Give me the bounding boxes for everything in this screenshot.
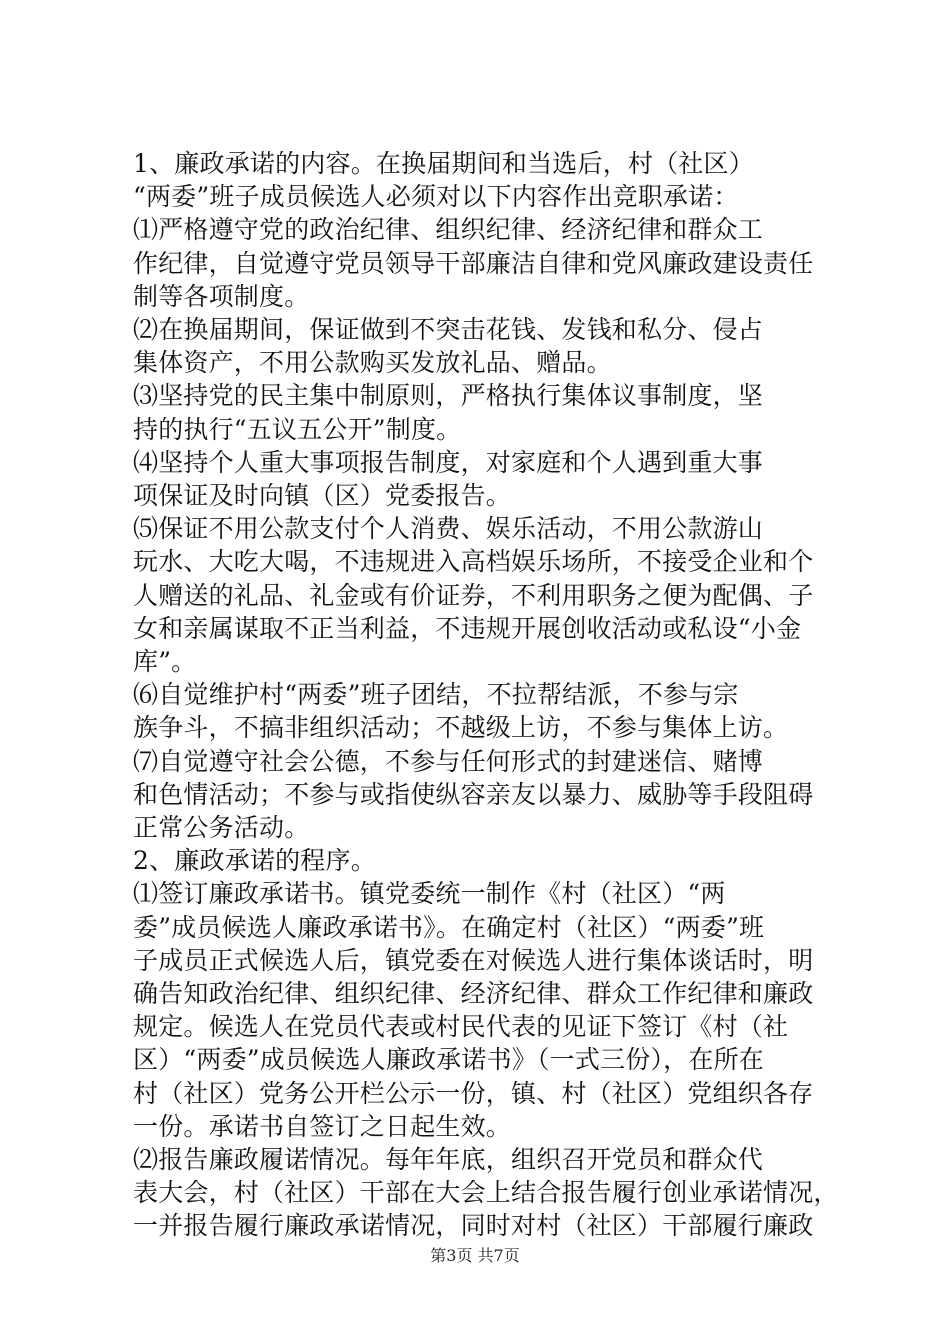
text-line: 表大会，村（社区）干部在大会上结合报告履行创业承诺情况， [133, 1178, 839, 1207]
text-line: ⑴严格遵守党的政治纪律、组织纪律、经济纪律和群众工 [133, 215, 764, 244]
text-line: 子成员正式候选人后，镇党委在对候选人进行集体谈话时，明 [133, 946, 814, 975]
text-line: 区）“两委”成员候选人廉政承诺书》（一式三份），在所在 [133, 1045, 764, 1074]
text-line: ⑵报告廉政履诺情况。每年年底，组织召开党员和群众代 [133, 1145, 764, 1174]
text-line: ⑴签订廉政承诺书。镇党委统一制作《村（社区）“两 [133, 879, 726, 908]
text-line: 项保证及时向镇（区）党委报告。 [133, 481, 512, 510]
text-line: 一份。承诺书自签订之日起生效。 [133, 1112, 512, 1141]
text-line: ⑶坚持党的民主集中制原则，严格执行集体议事制度，坚 [133, 381, 764, 410]
text-line: 规定。候选人在党员代表或村民代表的见证下签订《村（社 [133, 1012, 789, 1041]
text-line: 人赠送的礼品、礼金或有价证券，不利用职务之便为配偶、子 [133, 581, 814, 610]
text-line: 正常公务活动。 [133, 813, 310, 842]
text-line: 女和亲属谋取不正当利益，不违规开展创收活动或私设“小金 [133, 614, 802, 643]
text-line: 一并报告履行廉政承诺情况，同时对村（社区）干部履行廉政 [133, 1211, 814, 1240]
text-line: 集体资产，不用公款购买发放礼品、赠品。 [133, 348, 612, 377]
text-line: ⑷坚持个人重大事项报告制度，对家庭和个人遇到重大事 [133, 448, 764, 477]
text-line: 持的执行“五议五公开”制度。 [133, 415, 462, 444]
text-line: ⑸保证不用公款支付个人消费、娱乐活动，不用公款游山 [133, 514, 764, 543]
page-footer: 第3页 共7页 [430, 1246, 520, 1265]
text-line: 制等各项制度。 [133, 282, 310, 311]
text-line: 确告知政治纪律、组织纪律、经济纪律、群众工作纪律和廉政 [133, 979, 814, 1008]
text-line: ⑵在换届期间，保证做到不突击花钱、发钱和私分、侵占 [133, 315, 764, 344]
text-line: ⑺自觉遵守社会公德，不参与任何形式的封建迷信、赌博 [133, 747, 764, 776]
text-line: 玩水、大吃大喝，不违规进入高档娱乐场所，不接受企业和个 [133, 547, 814, 576]
text-line: 库”。 [133, 647, 197, 676]
text-line: 2、廉政承诺的程序。 [133, 846, 376, 875]
text-line: 委”成员候选人廉政承诺书》。在确定村（社区）“两委”班 [133, 913, 765, 942]
text-line: 作纪律，自觉遵守党员领导干部廉洁自律和党风廉政建设责任 [133, 249, 814, 278]
text-line: “两委”班子成员候选人必须对以下内容作出竞职承诺： [133, 182, 739, 211]
text-line: 1、廉政承诺的内容。在换届期间和当选后，村（社区） [133, 149, 754, 178]
text-line: 村（社区）党务公开栏公示一份，镇、村（社区）党组织各存 [133, 1079, 814, 1108]
text-line: 和色情活动；不参与或指使纵容亲友以暴力、威胁等手段阻碍 [133, 780, 814, 809]
text-line: 族争斗，不搞非组织活动；不越级上访，不参与集体上访。 [133, 713, 789, 742]
text-line: ⑹自觉维护村“两委”班子团结，不拉帮结派，不参与宗 [133, 680, 739, 709]
